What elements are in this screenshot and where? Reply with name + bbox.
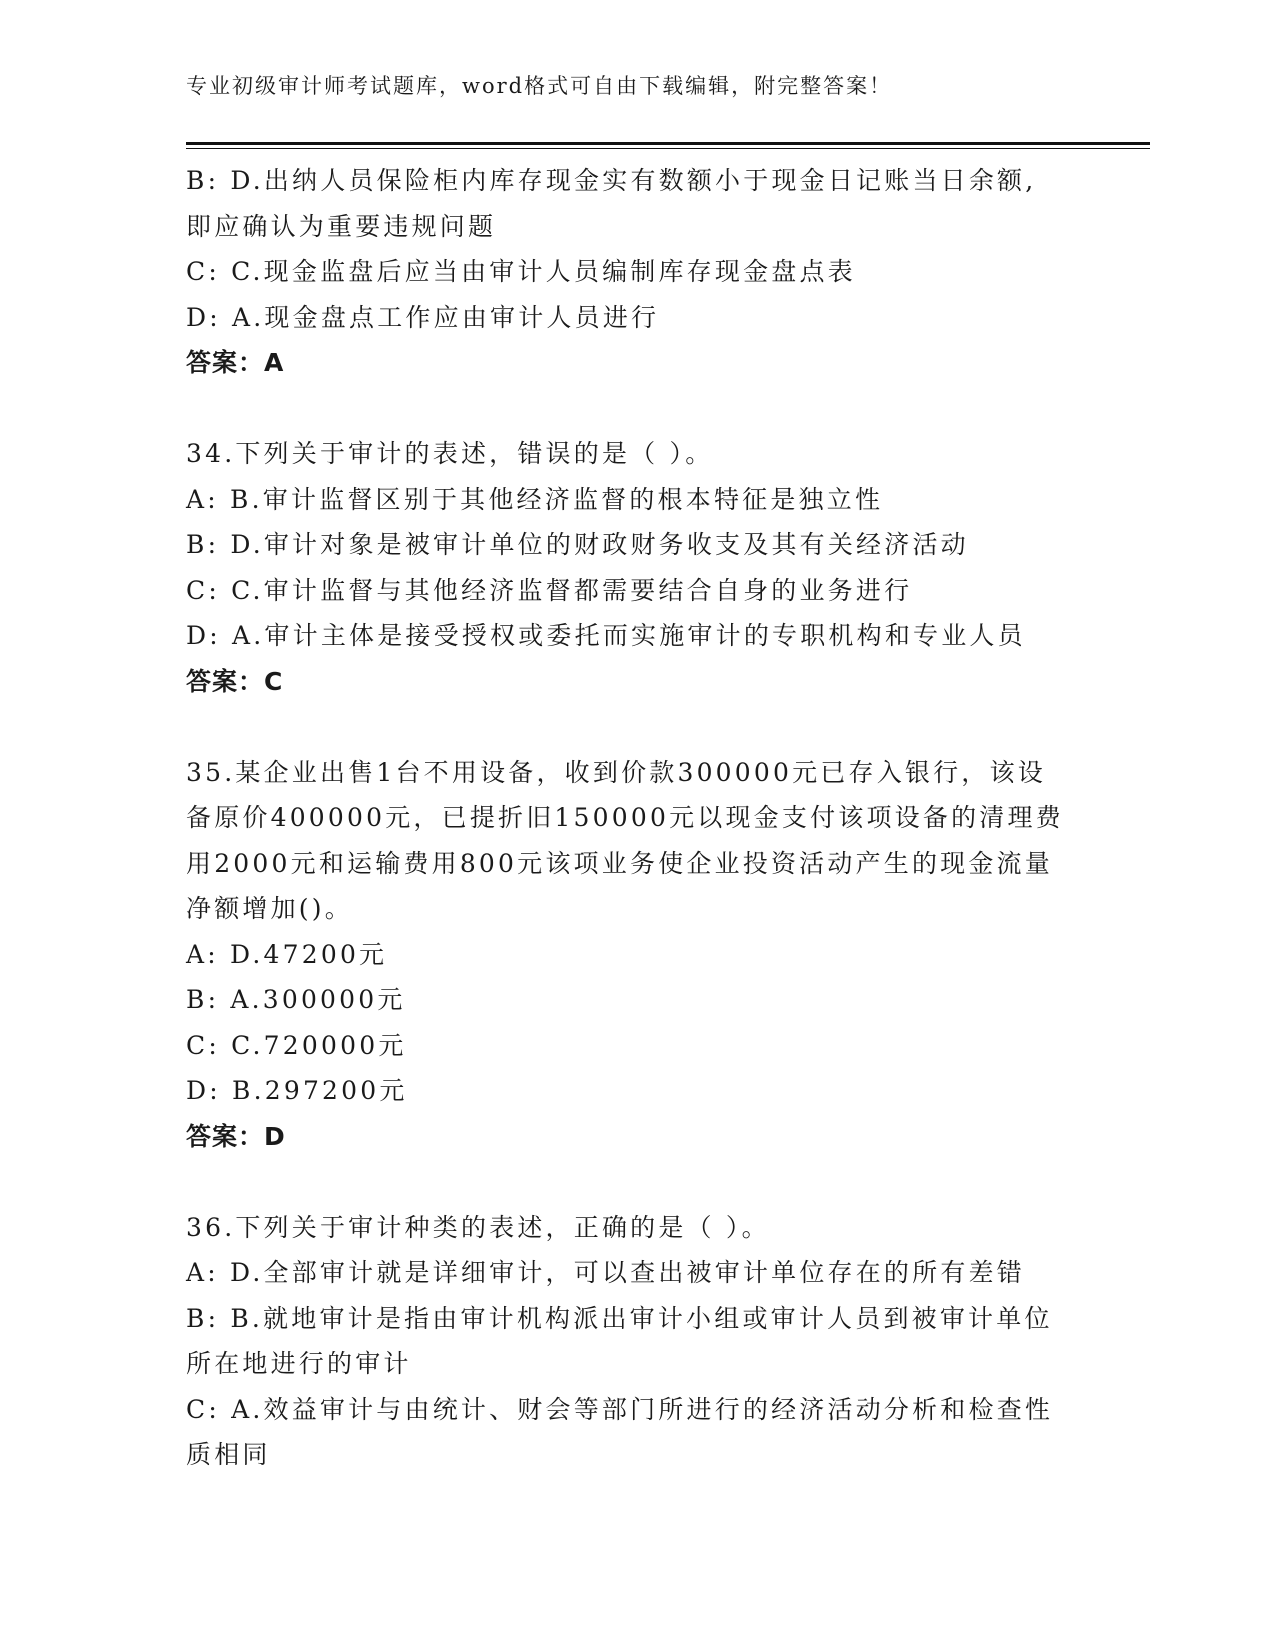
option-b-line-1: B: B.就地审计是指由审计机构派出审计小组或审计人员到被审计单位 (186, 1303, 1053, 1333)
header-rule-thick (186, 142, 1150, 145)
option-c: C: C.现金监盘后应当由审计人员编制库存现金盘点表 (186, 257, 856, 286)
question-34-stem: 34.下列关于审计的表述，错误的是（ ）。 (186, 439, 714, 468)
spacer (186, 704, 1086, 750)
option-b-line-2: 即应确认为重要违规问题 (186, 211, 497, 241)
option-a: A: D.全部审计就是详细审计，可以查出被审计单位存在的所有差错 (186, 1258, 1025, 1287)
option-c-line-1: C: A.效益审计与由统计、财会等部门所进行的经济活动分析和检查性 (186, 1394, 1054, 1424)
option-b: B: A.300000元 (186, 985, 406, 1014)
option-b-line-2: 所在地进行的审计 (186, 1349, 412, 1378)
option-b-line-1: B: D.出纳人员保险柜内库存现金实有数额小于现金日记账当日余额, (186, 166, 1037, 195)
header-rule-thin (186, 148, 1150, 149)
question-35-stem-line-1: 35.某企业出售1台不用设备，收到价款300000元已存入银行，该设 (186, 757, 1046, 787)
spacer (186, 1159, 1086, 1205)
option-d: D: A.现金盘点工作应由审计人员进行 (186, 302, 660, 332)
spacer (186, 386, 1086, 432)
option-a: A: B.审计监督区别于其他经济监督的根本特征是独立性 (186, 484, 884, 514)
question-36-stem: 36.下列关于审计种类的表述，正确的是（ ）。 (186, 1212, 770, 1242)
option-b: B: D.审计对象是被审计单位的财政财务收支及其有关经济活动 (186, 530, 969, 559)
option-c: C: C.审计监督与其他经济监督都需要结合自身的业务进行 (186, 575, 913, 605)
question-content (186, 158, 1086, 1478)
page-header: 专业初级审计师考试题库，word格式可自由下载编辑，附完整答案！ (186, 74, 893, 98)
question-35-stem-line-4: 净额增加()。 (186, 894, 353, 923)
answer-q33: 答案：A (186, 348, 285, 377)
answer-q35: 答案：D (186, 1121, 286, 1151)
question-35-stem-line-3: 用2000元和运输费用800元该项业务使企业投资活动产生的现金流量 (186, 848, 1053, 878)
option-a: A: D.47200元 (186, 939, 388, 969)
option-d: D: A.审计主体是接受授权或委托而实施审计的专职机构和专业人员 (186, 621, 1026, 650)
option-c-line-2: 质相同 (186, 1440, 271, 1469)
question-35-stem-line-2: 备原价400000元，已提折旧150000元以现金支付该项设备的清理费 (186, 803, 1064, 832)
option-c: C: C.720000元 (186, 1030, 407, 1060)
option-d: D: B.297200元 (186, 1076, 408, 1105)
answer-q34: 答案：C (186, 666, 284, 696)
